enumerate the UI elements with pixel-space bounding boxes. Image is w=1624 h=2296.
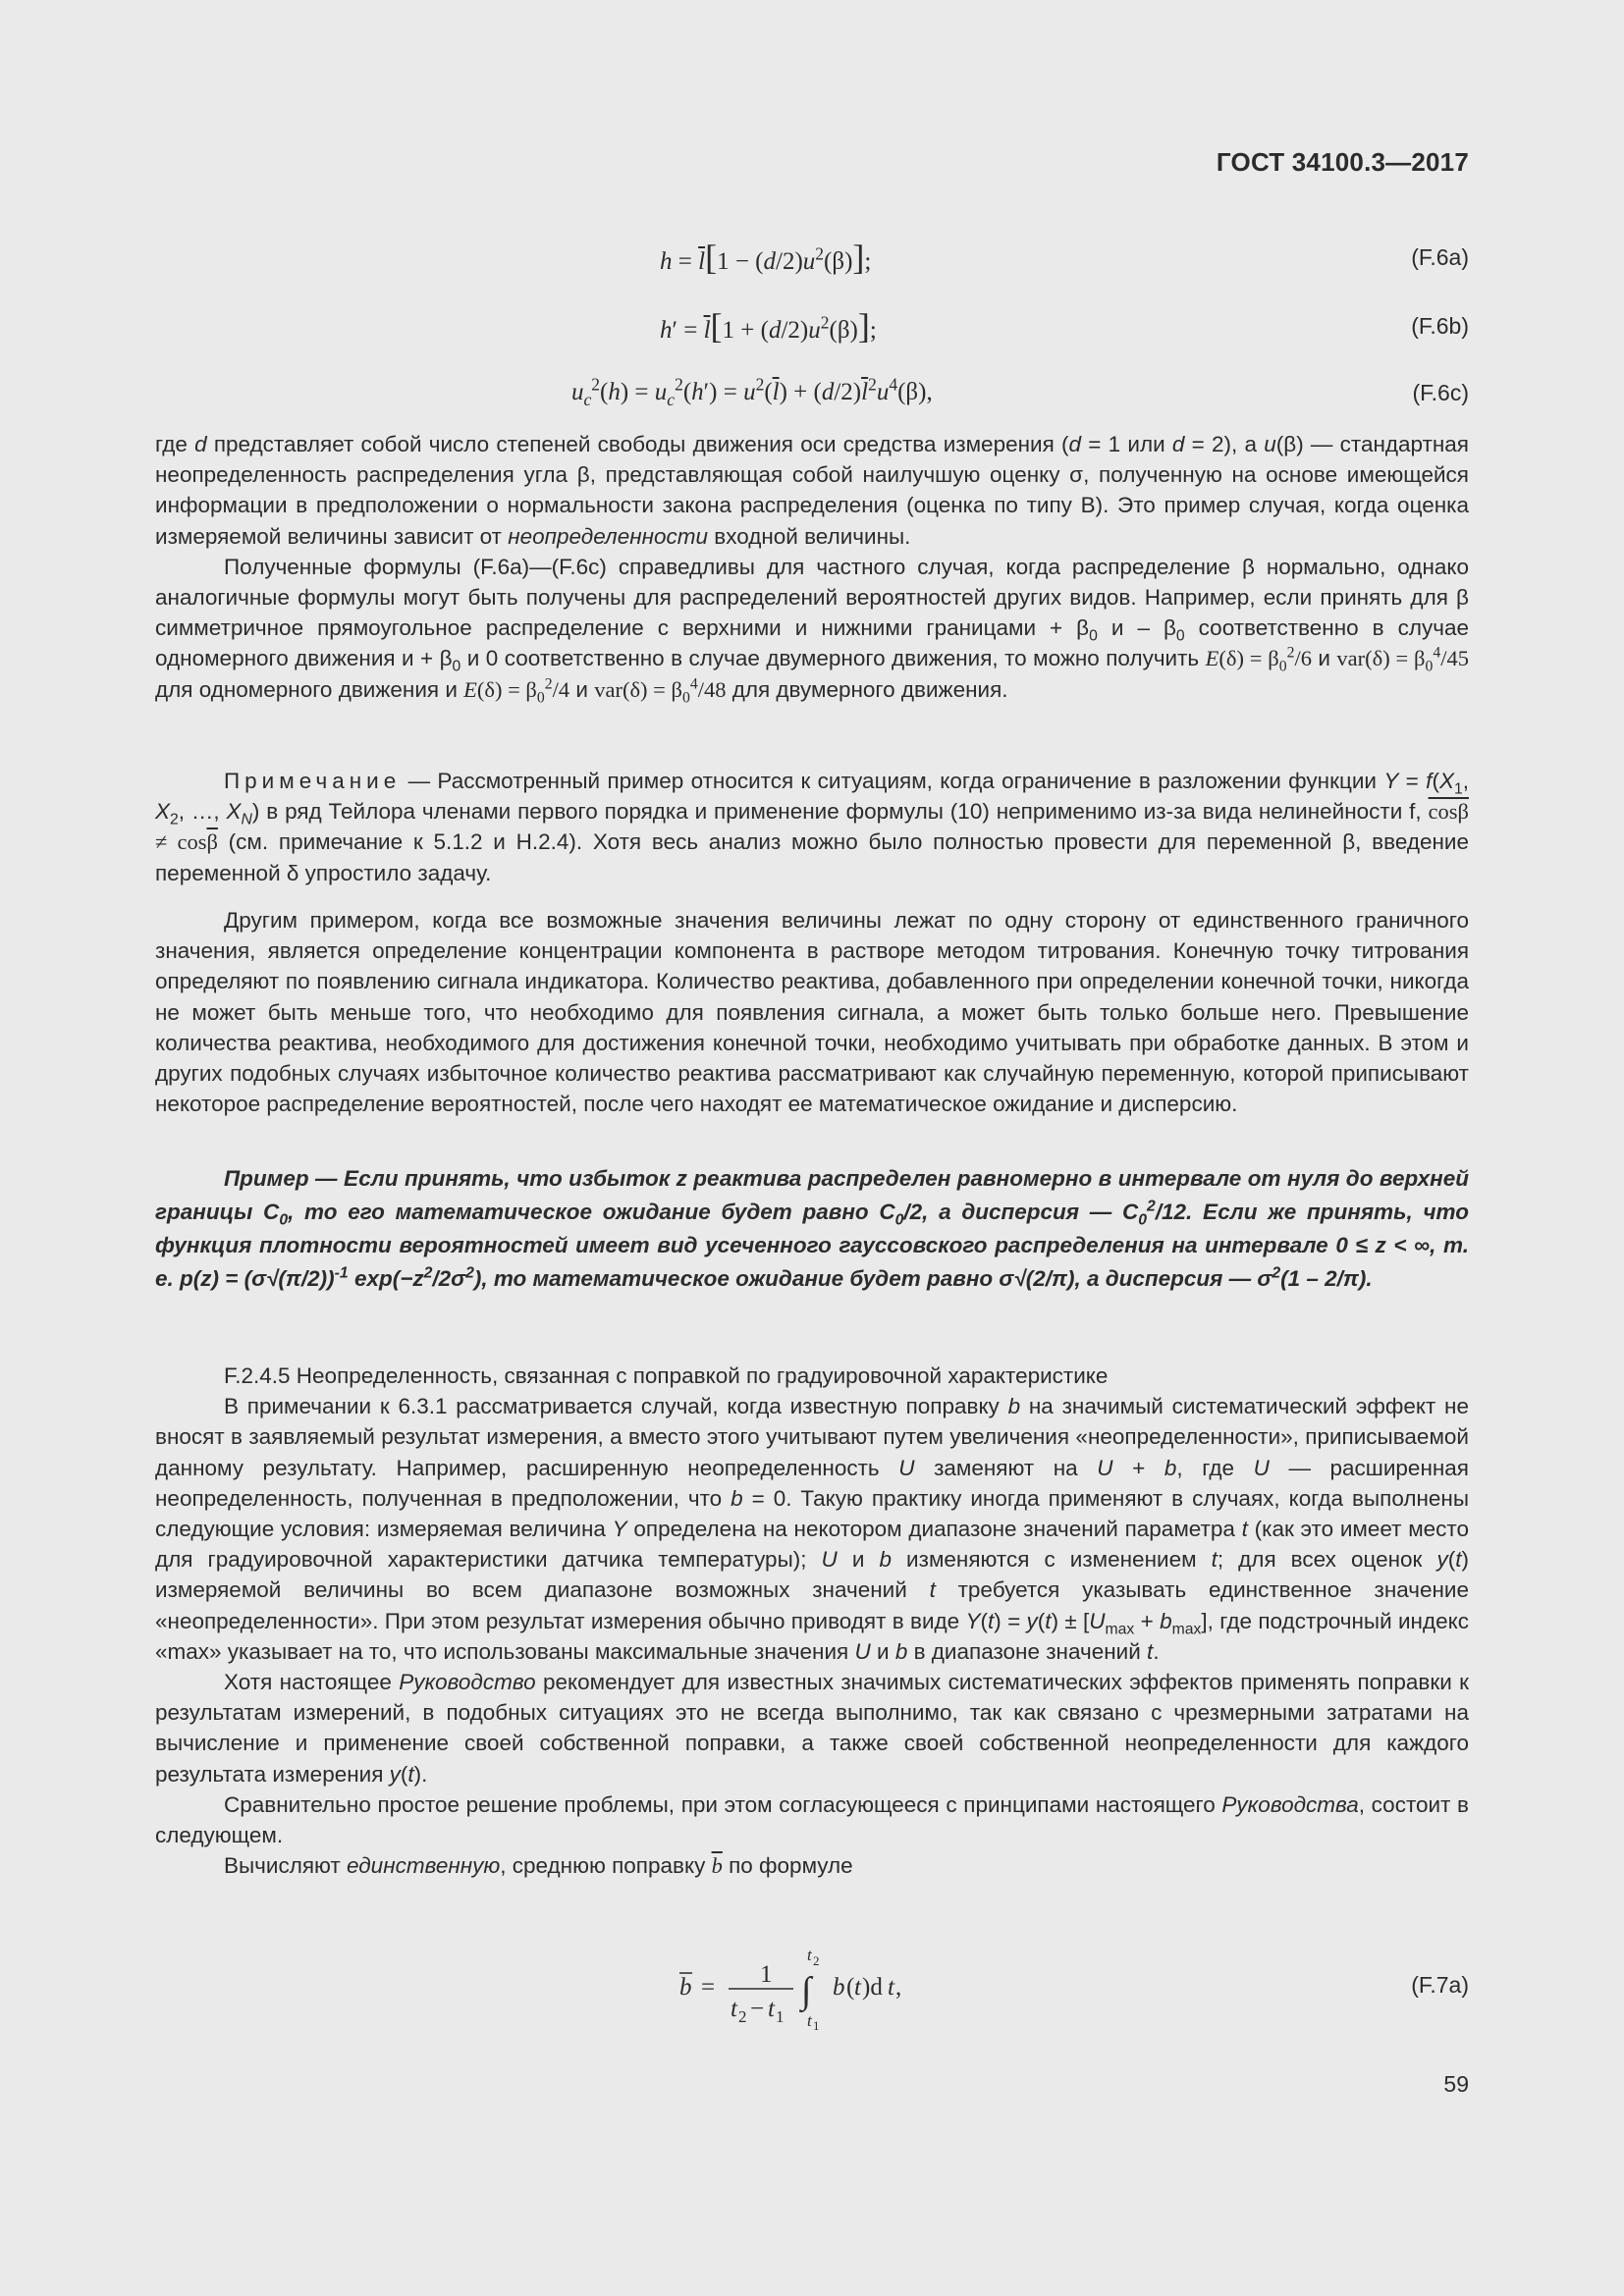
svg-text:2: 2: [738, 2007, 747, 2026]
section-heading: F.2.4.5 Неопределенность, связанная с поправкой по градуировочной характеристике: [224, 1363, 1109, 1388]
svg-text:b: b: [833, 1974, 845, 2001]
svg-text:1: 1: [776, 2007, 785, 2026]
svg-text:b: b: [679, 1974, 692, 2001]
note: Примечание — Рассмотренный пример относится к ситуациям, когда ограничение в разложении функции $Y = f(X_1$, $X_2$, …, $X_N$) в ряд Тейлора членами первого порядка и применение формулы (10) неприменимо из-за вида нелинейности f, $\cos\beta \ne \cos\overline{\beta} (см$. примечание к 5.1.2 и H.2.4). Хотя весь анализ можно было полностью провести для переменной β, введение переменной δ упростило задачу.: [155, 769, 1470, 885]
equation-number: (F.6b): [1411, 313, 1469, 339]
svg-text:=: =: [701, 1974, 716, 2001]
equation-number: (F.6a): [1411, 244, 1469, 270]
svg-text:t: t: [731, 1996, 737, 2022]
svg-text:t: t: [807, 2011, 812, 2030]
formula-f6b-row: [155, 304, 1469, 347]
equation-number: (F.7a): [1411, 1972, 1469, 1998]
svg-text:)d: )d: [862, 1974, 883, 2001]
note-block: [155, 766, 1469, 888]
svg-text:(: (: [846, 1974, 855, 2001]
text-block-3: [155, 1361, 1469, 1881]
paragraph: В примечании к 6.3.1 рассматривается случай, когда известную поправку b на значимый систематический эффект не вносят в заявляемый результат измерения, а вместо этого учитывают путем увеличения «неопределенности», приписываемой данному результату. Например, расширенную неопределенность U заменяют на U + b, где U — расширенная неопределенность, полученная в предположении, что b = 0. Такую практику иногда применяют в случаях, когда выполнены следующие условия: измеряемая величина Y определена на некотором диапазоне значений параметра t (как это имеет место для градуировочной характеристики датчика температуры); U и b изменяются с изменением t; для всех оценок y(t) измеряемой величины во всем диапазоне возможных значений t требуется указывать единственное значение «неопределенности». При этом результат измерения обычно приводят в виде $Y(t) = y(t) \pm [U_{max} + b_{max}]$, где подстрочный индекс «max» указывает на то, что использованы максимальные значения U и b в диапазоне значений t.: [155, 1394, 1470, 1664]
page-number: 59: [1443, 2071, 1469, 2097]
svg-text:1: 1: [760, 1961, 773, 1988]
paragraph: Сравнительно простое решение проблемы, при этом согласующееся с принципами настоящего Руководства, состоит в следующем.: [155, 1791, 1469, 1848]
equation-number: (F.6c): [1412, 380, 1469, 405]
formula-f7a-svg: [679, 1948, 1072, 2030]
svg-text:∫: ∫: [801, 1970, 812, 2011]
formula-f7a: [679, 1948, 1072, 2045]
formula-f6c-row: [155, 371, 1469, 414]
formula-f6a: $h = \overline{l}[1 - (d/2)u^2(\beta)]$;: [660, 238, 872, 277]
svg-text:t: t: [888, 1974, 894, 2001]
formula-f7a-row: [155, 1940, 1469, 2028]
svg-text:2: 2: [813, 1953, 820, 1968]
svg-text:t: t: [807, 1948, 812, 1964]
svg-text:t: t: [768, 1996, 775, 2022]
svg-text:,: ,: [895, 1974, 902, 2001]
paragraph: Полученные формулы (F.6a)—(F.6c) справедливы для частного случая, когда распределение β нормально, однако аналогичные формулы могут быть получены для распределений вероятностей других видов. Например, если принять для β симметричное прямоугольное распределение с верхними и нижними границами + $\beta_0$ и – $\beta_0$ соответственно в случае одномерного движения $и + \beta_0$ и 0 соответственно в случае двумерного движения, то можно получить $E(\delta) = \beta_0^2/6$ и $var(\delta) = \beta_0^4/45$ для одномерного движения и $E(\delta) = \beta_0^2/4$ и $var(\delta) = \beta_0^4/48$ для двумерного движения.: [155, 554, 1469, 707]
svg-text:−: −: [750, 1996, 765, 2022]
formula-f6b: $h' = \overline{l}[1 + (d/2)u^2(\beta)]$;: [660, 306, 877, 346]
document-code: ГОСТ 34100.3—2017: [1216, 147, 1469, 177]
paragraph: где d представляет собой число степеней свободы движения оси средства измерения (d = 1 или d = 2), а u(β) — стандартная неопределенность распределения угла β, представляющая собой наилучшую оценку σ, полученную на основе имеющейся информации в предположении о нормальности закона распределения (оценка по типу B). Это пример случая, когда оценка измеряемой величины зависит от неопределенности входной величины.: [155, 432, 1469, 549]
svg-text:t: t: [854, 1974, 861, 2001]
example: Пример — Если принять, что избыток z реактива распределен равномерно в интервале от нуля до верхней границы $C_0$, то его математическое ожидание будет равно $C_0/2$, а дисперсия — $C_0^2/12$. Если же принять, что функция плотности вероятностей имеет вид усеченного гауссовского распределения на интервале 0 ≤ z < ∞, т. е. $p(z) = (\sigma√(\pi/2))^{-1}$ $\exp(-z^2/2\sigma^2)$, то математическое ожидание будет равно σ√(2/π), а дисперсия — $\sigma^2(1 - 2/\pi)$.: [155, 1166, 1469, 1291]
text-block-2: [155, 905, 1469, 1119]
formula-f6c: $u_c^2(h) = u_c^2(h') = u^2(\overline{l}) + (d/2)\overline{l}^2u^4(\beta)$,: [571, 374, 933, 409]
paragraph: Вычисляют единственную, среднюю поправку $\overline{b}$ по формуле: [224, 1853, 853, 1879]
svg-text:1: 1: [813, 2018, 820, 2030]
text-block-1: [155, 429, 1469, 705]
formula-f6a-row: [155, 236, 1469, 279]
paragraph: Хотя настоящее Руководство рекомендует для известных значимых систематических эффектов применять поправки к результатам измерений, в подобных ситуациях это не всегда выполнимо, так как связано с чрезмерными затратами на вычисление и применение своей собственной поправки, а также своей собственной неопределенности для каждого результата измерения y(t).: [155, 1670, 1469, 1787]
example-block: [155, 1162, 1469, 1296]
paragraph: Другим примером, когда все возможные значения величины лежат по одну сторону от единственного граничного значения, является определение концентрации компонента в растворе методом титрования. Конечную точку титрования определяют по появлению сигнала индикатора. Количество реактива, добавленного при определении конечной точки, никогда не может быть меньше того, что необходимо для появления сигнала, а может быть только больше него. Превышение количества реактива, необходимого для достижения конечной точки, необходимо учитывать при обработке данных. В этом и других подобных случаях избыточное количество реактива рассматривают как случайную переменную, которой приписывают некоторое распределение вероятностей, после чего находят ее математическое ожидание и дисперсию.: [155, 908, 1469, 1117]
